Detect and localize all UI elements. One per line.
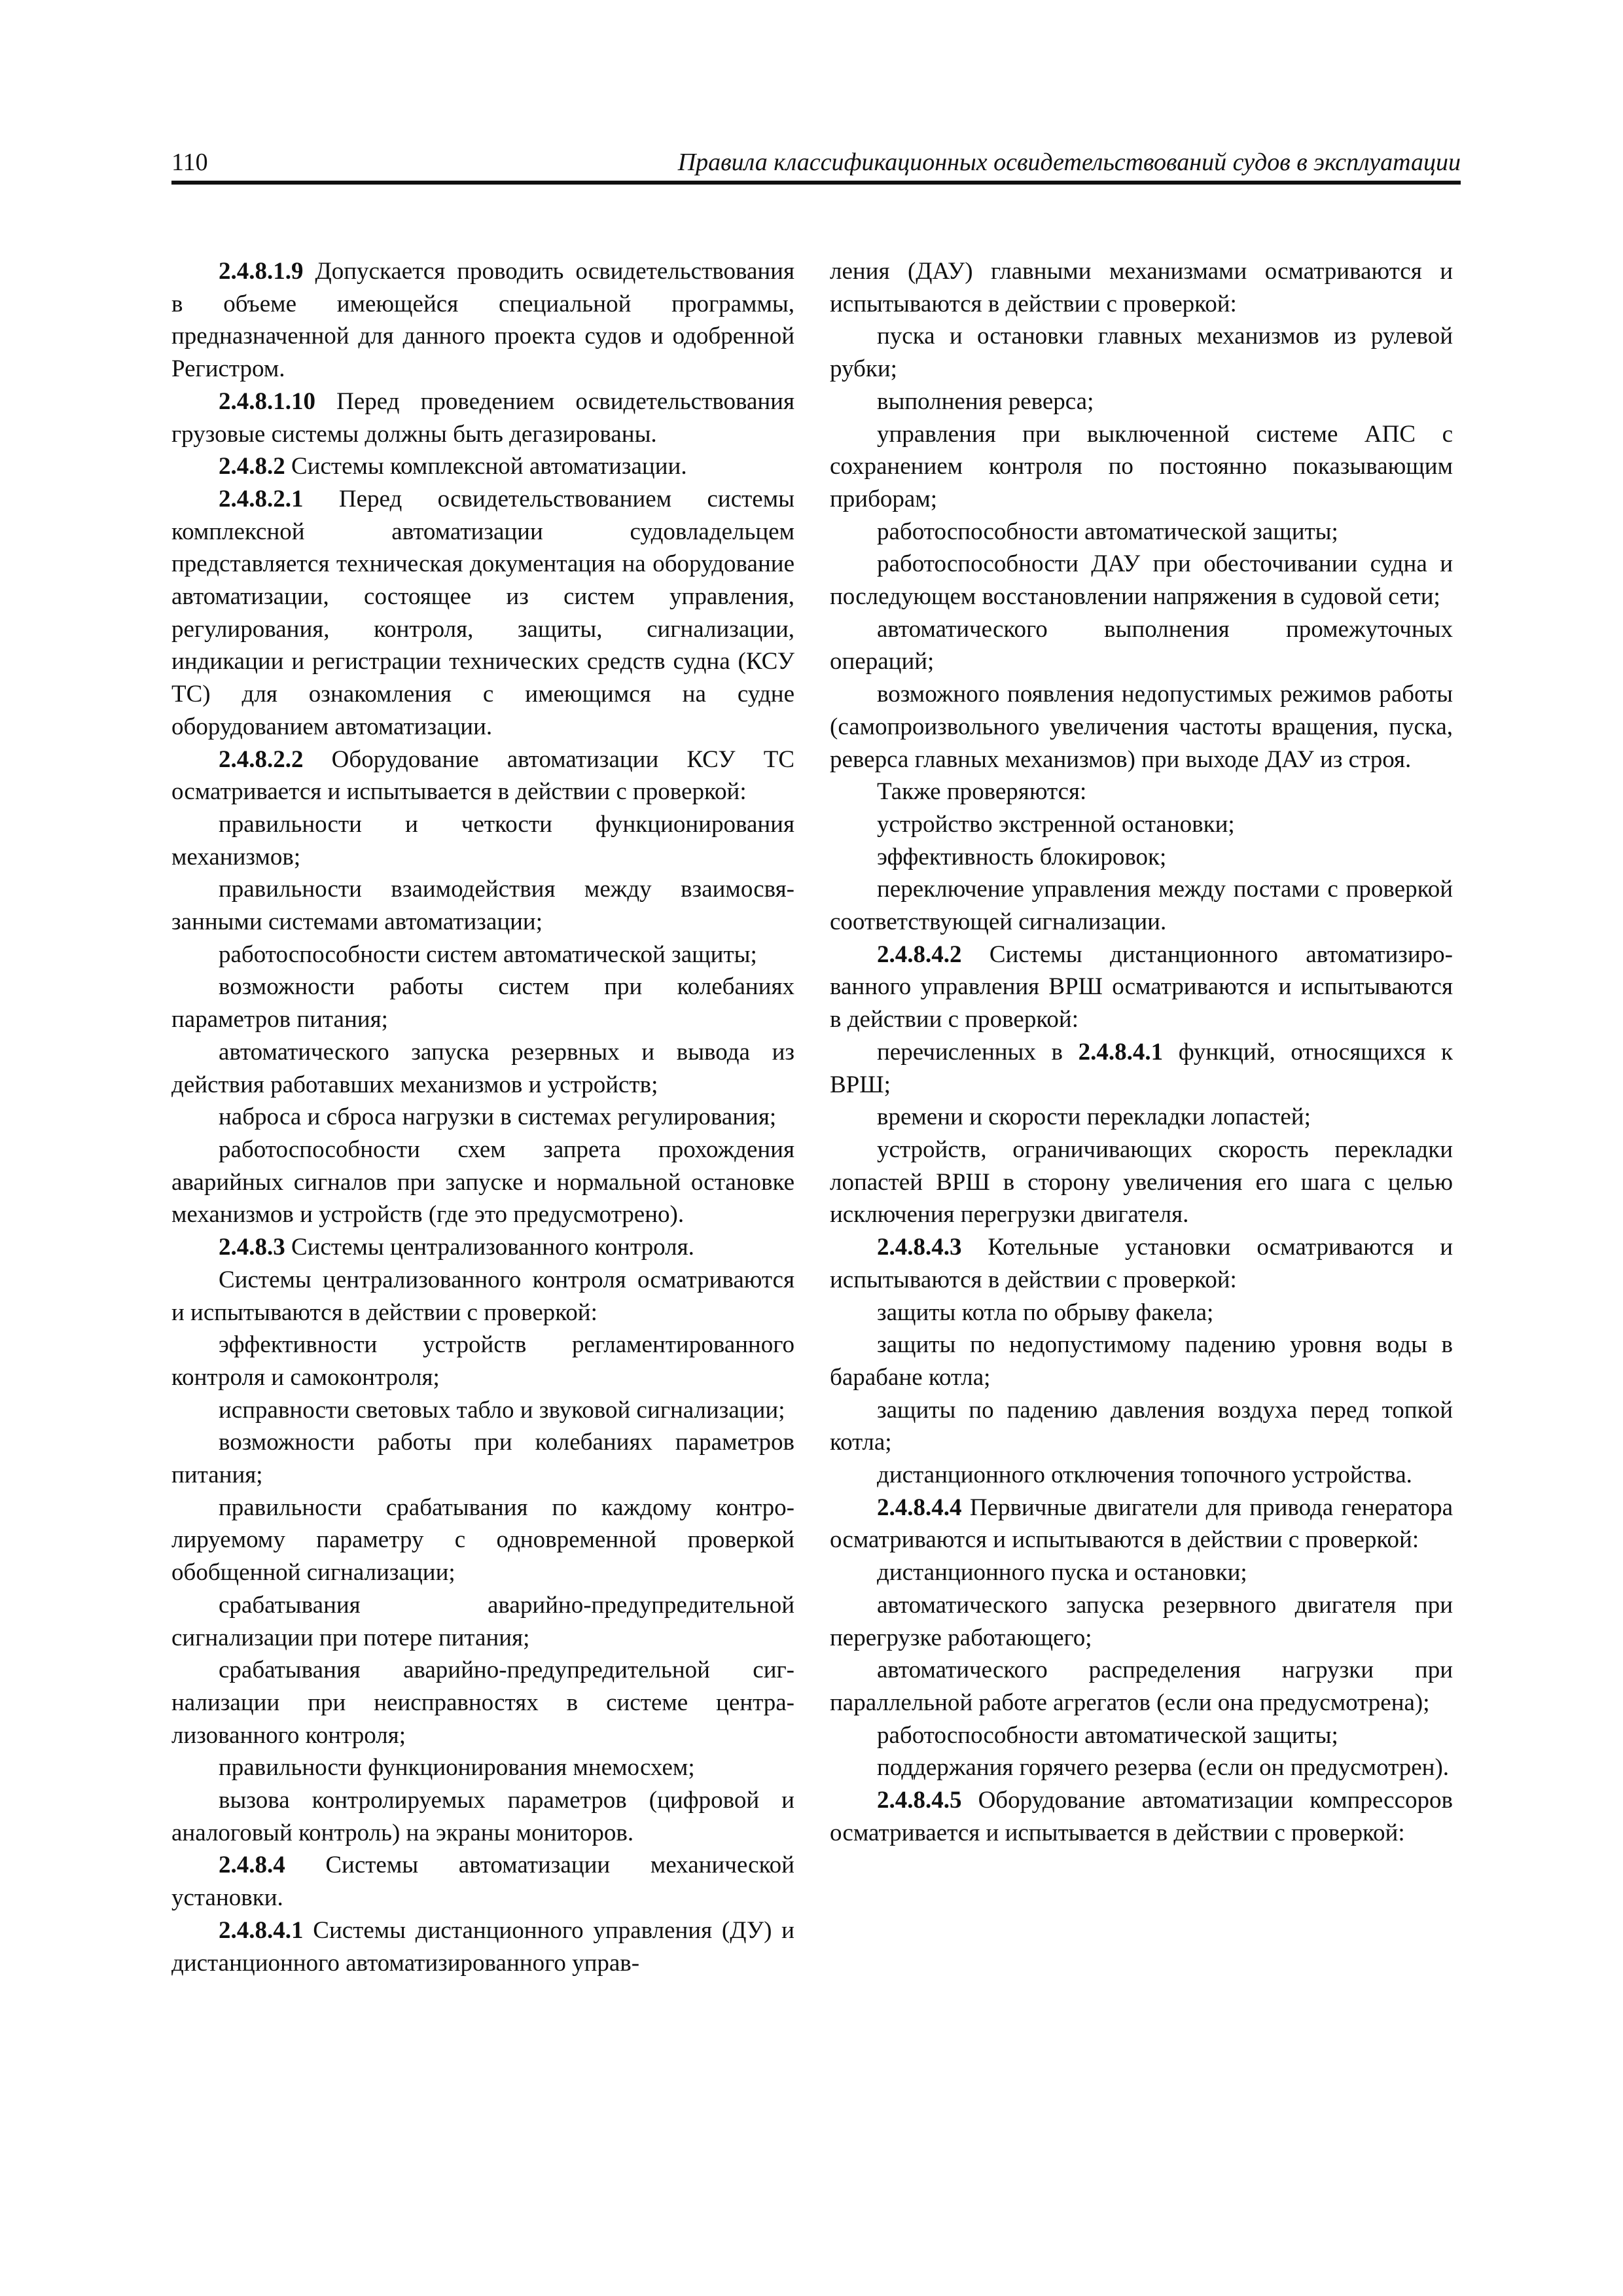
paragraph [171, 1036, 794, 1101]
paragraph-text: срабатывания аварийно-предупредительной сигнализации при неисправностях в системе централизованного контроля; [171, 1657, 794, 1749]
paragraph-text: работоспособности автоматической защиты; [877, 518, 1338, 545]
paragraph-text: Котельные установки осматриваются и испытываются в действии с проверкой: [830, 1234, 1453, 1293]
paragraph-text: защиты котла по обрыву факела; [877, 1299, 1214, 1326]
paragraph [830, 1654, 1453, 1719]
paragraph-text: возможности работы систем при колебаниях параметров питания; [171, 973, 794, 1033]
paragraph [171, 1101, 794, 1134]
paragraph-text: Допускается проводить освидетельствования в объеме имеющейся специальной программы, предназначенной для данного проекта судов и одобренной Регистром. [171, 258, 794, 383]
clause-number: 2.4.8.4.2 [877, 941, 962, 968]
paragraph-text: переключение управления между постами с проверкой соответствующей сигнализации. [830, 876, 1453, 936]
paragraph [830, 516, 1453, 548]
paragraph [171, 1492, 794, 1589]
paragraph-text: Системы дистанционного автоматизированного управления ВРШ осматриваются и испытываются в действии с проверкой: [830, 941, 1453, 1033]
paragraph-text: правильности функционирования мнемосхем; [219, 1754, 695, 1782]
paragraph-text: срабатывания аварийно-предупредительной сигнализации при потере питания; [171, 1591, 794, 1651]
paragraph [171, 483, 794, 744]
paragraph [830, 1329, 1453, 1393]
paragraph-text: Системы централизованного контроля. [285, 1234, 694, 1261]
paragraph-text: работоспособности автоматической защиты; [877, 1721, 1338, 1749]
paragraph [830, 873, 1453, 938]
paragraph-text: дистанционного отключения топочного устройства. [877, 1462, 1412, 1489]
paragraph [830, 418, 1453, 516]
paragraph [171, 939, 794, 971]
paragraph-text: Также проверяются: [877, 778, 1087, 806]
paragraph-text: дистанционного пуска и остановки; [877, 1559, 1247, 1587]
paragraph-text: правильности и четкости функционирования механизмов; [171, 810, 794, 870]
clause-number: 2.4.8.4.3 [877, 1234, 962, 1261]
paragraph-text: устройств, ограничивающих скорость перекладки лопастей ВРШ в сторону увеличения его шага с целью исключения перегрузки двигателя. [830, 1136, 1453, 1229]
paragraph-text: автоматического запуска резервных и вывода из действия работавших механизмов и устройств; [171, 1038, 794, 1098]
paragraph [830, 808, 1453, 841]
clause-number: 2.4.8.4 [219, 1852, 285, 1879]
paragraph-text: автоматического запуска резервного двигателя при перегрузке работающего; [830, 1591, 1453, 1651]
paragraph-text: вызова контролируемых параметров (цифровой и аналоговый контроль) на экраны мониторов. [171, 1787, 794, 1846]
paragraph [830, 776, 1453, 808]
paragraph [171, 873, 794, 938]
paragraph-text: перечисленных в [877, 1038, 1079, 1066]
paragraph-text: устройство экстренной остановки; [877, 810, 1235, 838]
paragraph [171, 1134, 794, 1231]
paragraph [171, 255, 794, 386]
paragraph-text: Перед проведением освидетельствования грузовые системы должны быть дегазированы. [171, 387, 794, 448]
paragraph [171, 1426, 794, 1491]
paragraph-text: поддержания горячего резерва (если он предусмотрен). [877, 1754, 1450, 1782]
paragraph [171, 386, 794, 450]
paragraph-text: Первичные двигатели для привода генератора осматриваются и испытываются в действии с проверкой: [830, 1494, 1453, 1554]
paragraph-text: эффективности устройств регламентированного контроля и самоконтроля; [171, 1331, 794, 1391]
paragraph [171, 1329, 794, 1393]
running-title: Правила классификационных освидетельствований судов в эксплуатации [677, 149, 1461, 176]
clause-number: 2.4.8.2 [219, 453, 285, 480]
paragraph-text: автоматического распределения нагрузки при параллельной работе агрегатов (если она предусмотрена); [830, 1657, 1453, 1716]
paragraph [171, 744, 794, 808]
paragraph-text: наброса и сброса нагрузки в системах регулирования; [219, 1103, 777, 1131]
paragraph [830, 548, 1453, 613]
paragraph [171, 1849, 794, 1914]
clause-number: 2.4.8.4.1 [219, 1916, 304, 1944]
paragraph [830, 1134, 1453, 1231]
paragraph-text: возможности работы при колебаниях параметров питания; [171, 1429, 794, 1489]
paragraph [830, 841, 1453, 874]
paragraph [171, 1394, 794, 1427]
paragraph [830, 939, 1453, 1036]
paragraph-text: возможного появления недопустимых режимов работы (самопроизвольного увеличения частоты вращения, пуска, реверса главных механизмов) при выходе ДАУ из строя. [830, 681, 1453, 773]
paragraph-text: защиты по недопустимому падению уровня воды в барабане котла; [830, 1331, 1453, 1391]
page-number: 110 [171, 149, 208, 176]
paragraph [830, 1589, 1453, 1654]
paragraph [171, 971, 794, 1035]
paragraph-text: Перед освидетельствованием системы комплексной автоматизации судовладельцем представляется техническая документация на оборудование автоматизации, состоящее из систем управления, регулирования, контроля, защиты, сигнализации, индикации и регистрации технических средств судна (КСУ ТС) для ознакомления с имеющимся на судне оборудованием автоматизации. [171, 485, 794, 740]
paragraph [830, 1297, 1453, 1329]
paragraph-text: правильности срабатывания по каждому контролируемому параметру с одновременной проверкой обобщенной сигнализации; [171, 1494, 794, 1587]
paragraph-text: Системы дистанционного управления (ДУ) и дистанционного автоматизированного управ- [171, 1916, 794, 1977]
paragraph [830, 613, 1453, 678]
paragraph-text: защиты по падению давления воздуха перед топкой котла; [830, 1396, 1453, 1456]
paragraph-text: Системы комплексной автоматизации. [285, 453, 687, 480]
paragraph-text: Системы автоматизации механической установки. [171, 1852, 794, 1912]
paragraph [830, 1492, 1453, 1556]
paragraph [830, 255, 1453, 320]
paragraph-text: пуска и остановки главных механизмов из рулевой рубки; [830, 323, 1453, 383]
paragraph-text: времени и скорости перекладки лопастей; [877, 1103, 1311, 1131]
clause-number: 2.4.8.2.1 [219, 485, 304, 512]
paragraph [830, 1101, 1453, 1134]
clause-number: 2.4.8.3 [219, 1234, 285, 1261]
paragraph-text: Оборудование автоматизации компрессоров осматривается и испытывается в действии с проверкой: [830, 1787, 1453, 1846]
paragraph-text: Оборудование автоматизации КСУ ТС осматривается и испытывается в действии с проверкой: [171, 745, 794, 806]
paragraph [171, 1784, 794, 1849]
paragraph-text: работоспособности схем запрета прохождения аварийных сигналов при запуске и нормальной остановке механизмов и устройств (где это предусмотрено). [171, 1136, 794, 1229]
paragraph [830, 1394, 1453, 1459]
paragraph-text: управления при выключенной системе АПС с сохранением контроля по постоянно показывающим приборам; [830, 420, 1453, 512]
paragraph [830, 1719, 1453, 1752]
paragraph [171, 1914, 794, 1979]
clause-number: 2.4.8.4.5 [877, 1787, 962, 1814]
clause-reference: 2.4.8.4.1 [1078, 1038, 1164, 1066]
clause-number: 2.4.8.4.4 [877, 1494, 962, 1521]
paragraph [830, 1036, 1453, 1101]
running-header [171, 143, 1461, 185]
paragraph [830, 1459, 1453, 1492]
clause-number: 2.4.8.1.9 [219, 258, 304, 285]
paragraph [171, 1264, 794, 1329]
paragraph [171, 1589, 794, 1654]
paragraph [830, 320, 1453, 385]
paragraph [171, 450, 794, 483]
paragraph [171, 808, 794, 873]
paragraph [830, 1751, 1453, 1784]
paragraph-text: автоматического выполнения промежуточных операций; [830, 615, 1453, 675]
paragraph-text: ления (ДАУ) главными механизмами осматриваются и испытываются в действии с проверкой: [830, 258, 1453, 317]
clause-number: 2.4.8.2.2 [219, 745, 304, 773]
paragraph-text: правильности взаимодействия между взаимосвязанными системами автоматизации; [171, 876, 794, 936]
paragraph-text: Системы централизованного контроля осматриваются и испытываются в действии с проверкой: [171, 1266, 794, 1326]
paragraph-text: функций, относящихся к ВРШ; [830, 1038, 1453, 1098]
paragraph [830, 1231, 1453, 1296]
paragraph [830, 1556, 1453, 1589]
left-column [171, 255, 794, 2153]
clause-number: 2.4.8.1.10 [219, 387, 315, 415]
paragraph-text: работоспособности систем автоматической защиты; [219, 941, 757, 968]
paragraph-text: работоспособности ДАУ при обесточивании судна и последующем восстановлении напряжения в судовой сети; [830, 550, 1453, 611]
paragraph-text: выполнения реверса; [877, 387, 1094, 415]
paragraph [171, 1751, 794, 1784]
paragraph [830, 386, 1453, 418]
paragraph [171, 1231, 794, 1264]
right-column [830, 255, 1453, 2153]
paragraph-text: исправности световых табло и звуковой сигнализации; [219, 1396, 785, 1424]
paragraph [171, 1654, 794, 1751]
paragraph-text: эффективность блокировок; [877, 843, 1167, 870]
paragraph [830, 678, 1453, 776]
paragraph [830, 1784, 1453, 1849]
